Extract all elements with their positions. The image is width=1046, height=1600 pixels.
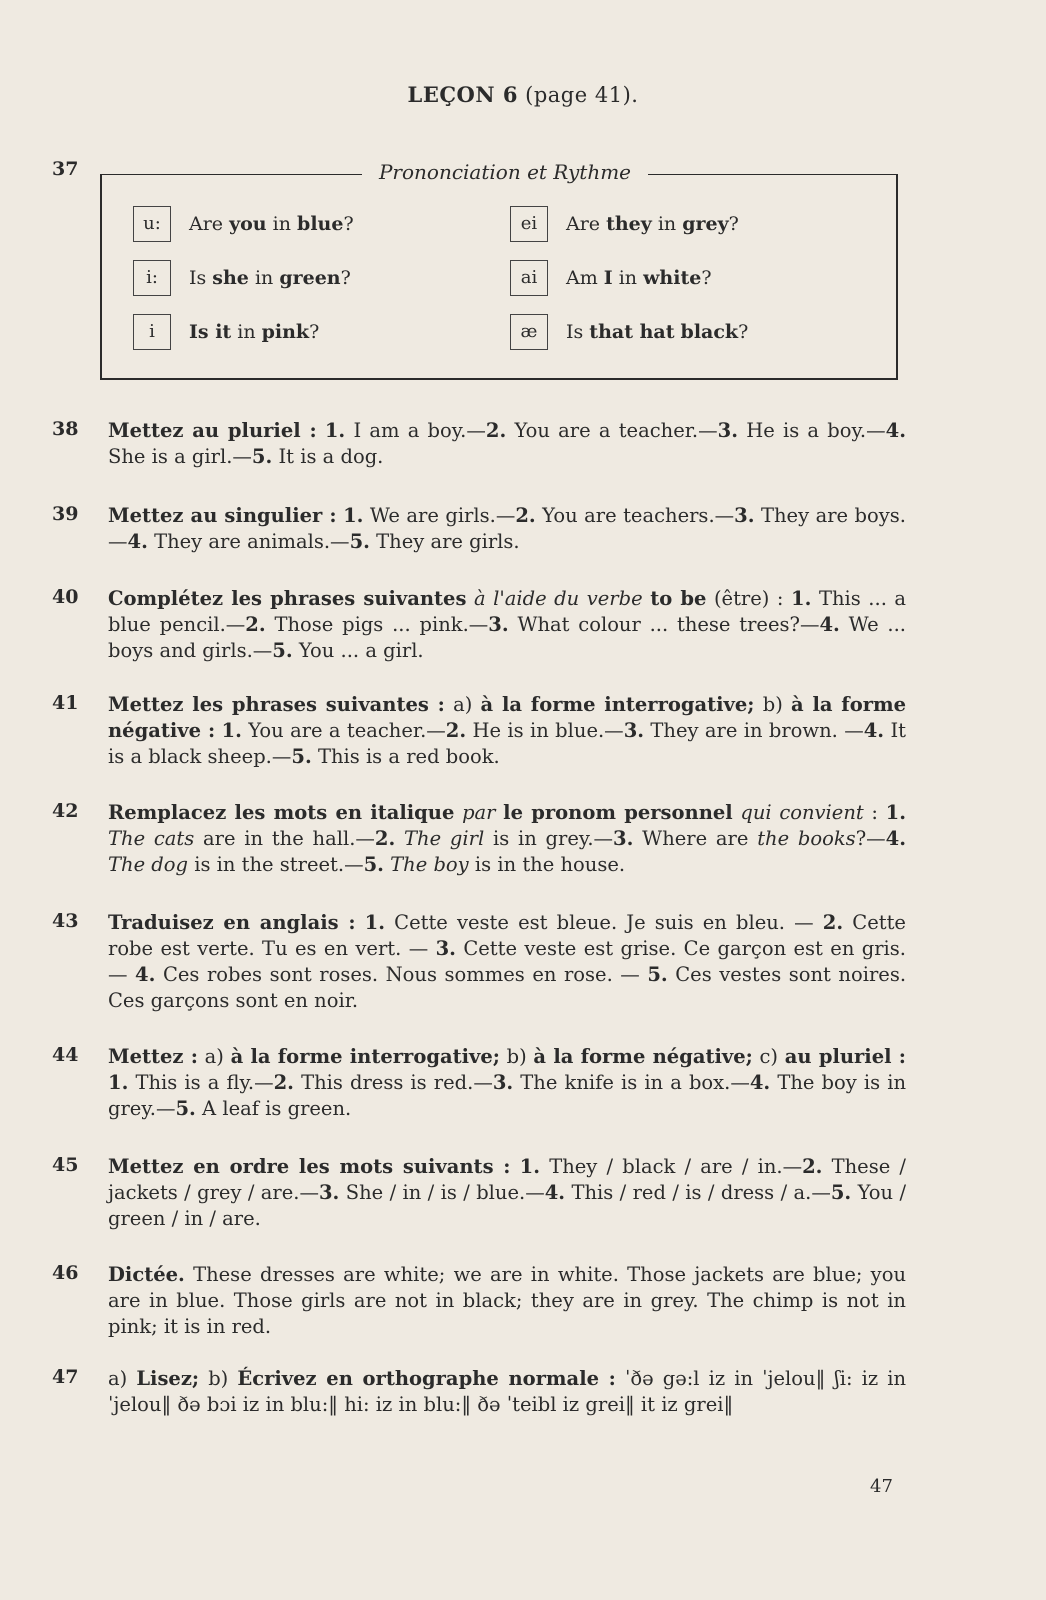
exercise-number: 46 xyxy=(52,1262,79,1284)
exercise-47: a) Lisez; b) Écrivez en orthographe normale : ˈðə gə:l iz in ˈjelou‖ ʃi: iz in ˈjelou‖ ðə bɔi iz in blu:‖ hi: iz in blu:‖ ðə ˈteibl iz grei‖ it iz grei‖ xyxy=(108,1367,906,1416)
pronunciation-row: u: Are you in blue? xyxy=(133,206,354,242)
exercise-38: Mettez au pluriel : 1. I am a boy.—2. You are a teacher.—3. He is a boy.—4. She is a girl.—5. It is a dog. xyxy=(108,419,906,468)
ipa-symbol: ai xyxy=(510,260,548,296)
exercise-number: 38 xyxy=(52,418,79,440)
ipa-symbol: æ xyxy=(510,314,548,350)
exercise-42: Remplacez les mots en italique par le pronom personnel qui convient : 1. The cats are in the hall.—2. The girl is in grey.—3. Where are the books?—4. The dog is in the street.—5. The boy is in the house. xyxy=(108,801,907,876)
exercise-41: Mettez les phrases suivantes : a) à la forme interrogative; b) à la forme négative : 1. You are a teacher.—2. He is in blue.—3. They are in brown. —4. It is a black sheep.—5. This is a red book. xyxy=(108,693,907,768)
ipa-symbol: i: xyxy=(133,260,171,296)
exercise-45: Mettez en ordre les mots suivants : 1. They / black / are / in.—2. These / jackets / grey / are.—3. She / in / is / blue.—4. This / red / is / dress / a.—5. You / green / in / are. xyxy=(108,1155,907,1230)
exercise-number: 41 xyxy=(52,692,79,714)
exercise-number: 37 xyxy=(52,158,79,180)
ipa-symbol: ei xyxy=(510,206,548,242)
pronunciation-row: ei Are they in grey? xyxy=(510,206,739,242)
pronunciation-row: ai Am I in white? xyxy=(510,260,712,296)
page-number: 47 xyxy=(870,1476,893,1497)
exercise-46: Dictée. These dresses are white; we are in white. Those jackets are blue; you are in blue. Those girls are not in black; they are in grey. The chimp is not in pink; it is in red. xyxy=(108,1263,906,1338)
exercise-40: Complétez les phrases suivantes à l'aide du verbe to be (être) : 1. This ... a blue pencil.—2. Those pigs ... pink.—3. What colour ... these trees?—4. We ... boys and girls.—5. You ... a girl. xyxy=(108,587,907,662)
ipa-symbol: i xyxy=(133,314,171,350)
pronunciation-row: i: Is she in green? xyxy=(133,260,351,296)
exercise-number: 43 xyxy=(52,910,79,932)
phonetic-text: ˈðə gə:l iz in ˈjelou‖ ʃi: iz in ˈjelou‖ ðə bɔi iz in blu:‖ hi: iz in blu:‖ ðə ˈteibl iz grei‖ it iz grei‖ xyxy=(108,1367,906,1416)
exercise-number: 40 xyxy=(52,586,79,608)
pronunciation-row: æ Is that hat black? xyxy=(510,314,748,350)
page-reference: (page 41). xyxy=(525,83,639,107)
pronunciation-row: i Is it in pink? xyxy=(133,314,319,350)
exercise-number: 45 xyxy=(52,1154,79,1176)
ipa-symbol: u: xyxy=(133,206,171,242)
page-title xyxy=(0,82,1046,107)
exercise-39: Mettez au singulier : 1. We are girls.—2. You are teachers.—3. They are boys.—4. They are animals.—5. They are girls. xyxy=(108,504,906,553)
lesson-label: LEÇON 6 xyxy=(407,82,518,107)
exercise-number: 44 xyxy=(52,1044,79,1066)
exercise-number: 47 xyxy=(52,1366,79,1388)
exercise-43: Traduisez en anglais : 1. Cette veste est bleue. Je suis en bleu. — 2. Cette robe est verte. Tu es en vert. — 3. Cette veste est grise. Ce garçon est en gris. — 4. Ces robes sont roses. Nous sommes en rose. — 5. Ces vestes sont noires. Ces garçons sont en noir. xyxy=(108,911,907,1012)
box-caption: Prononciation et Rythme xyxy=(378,160,632,184)
exercise-number: 42 xyxy=(52,800,79,822)
exercise-44: Mettez : a) à la forme interrogative; b) à la forme négative; c) au pluriel : 1. This is a fly.—2. This dress is red.—3. The knife is in a box.—4. The boy is in grey.—5. A leaf is green. xyxy=(108,1045,907,1120)
exercise-number: 39 xyxy=(52,503,79,525)
